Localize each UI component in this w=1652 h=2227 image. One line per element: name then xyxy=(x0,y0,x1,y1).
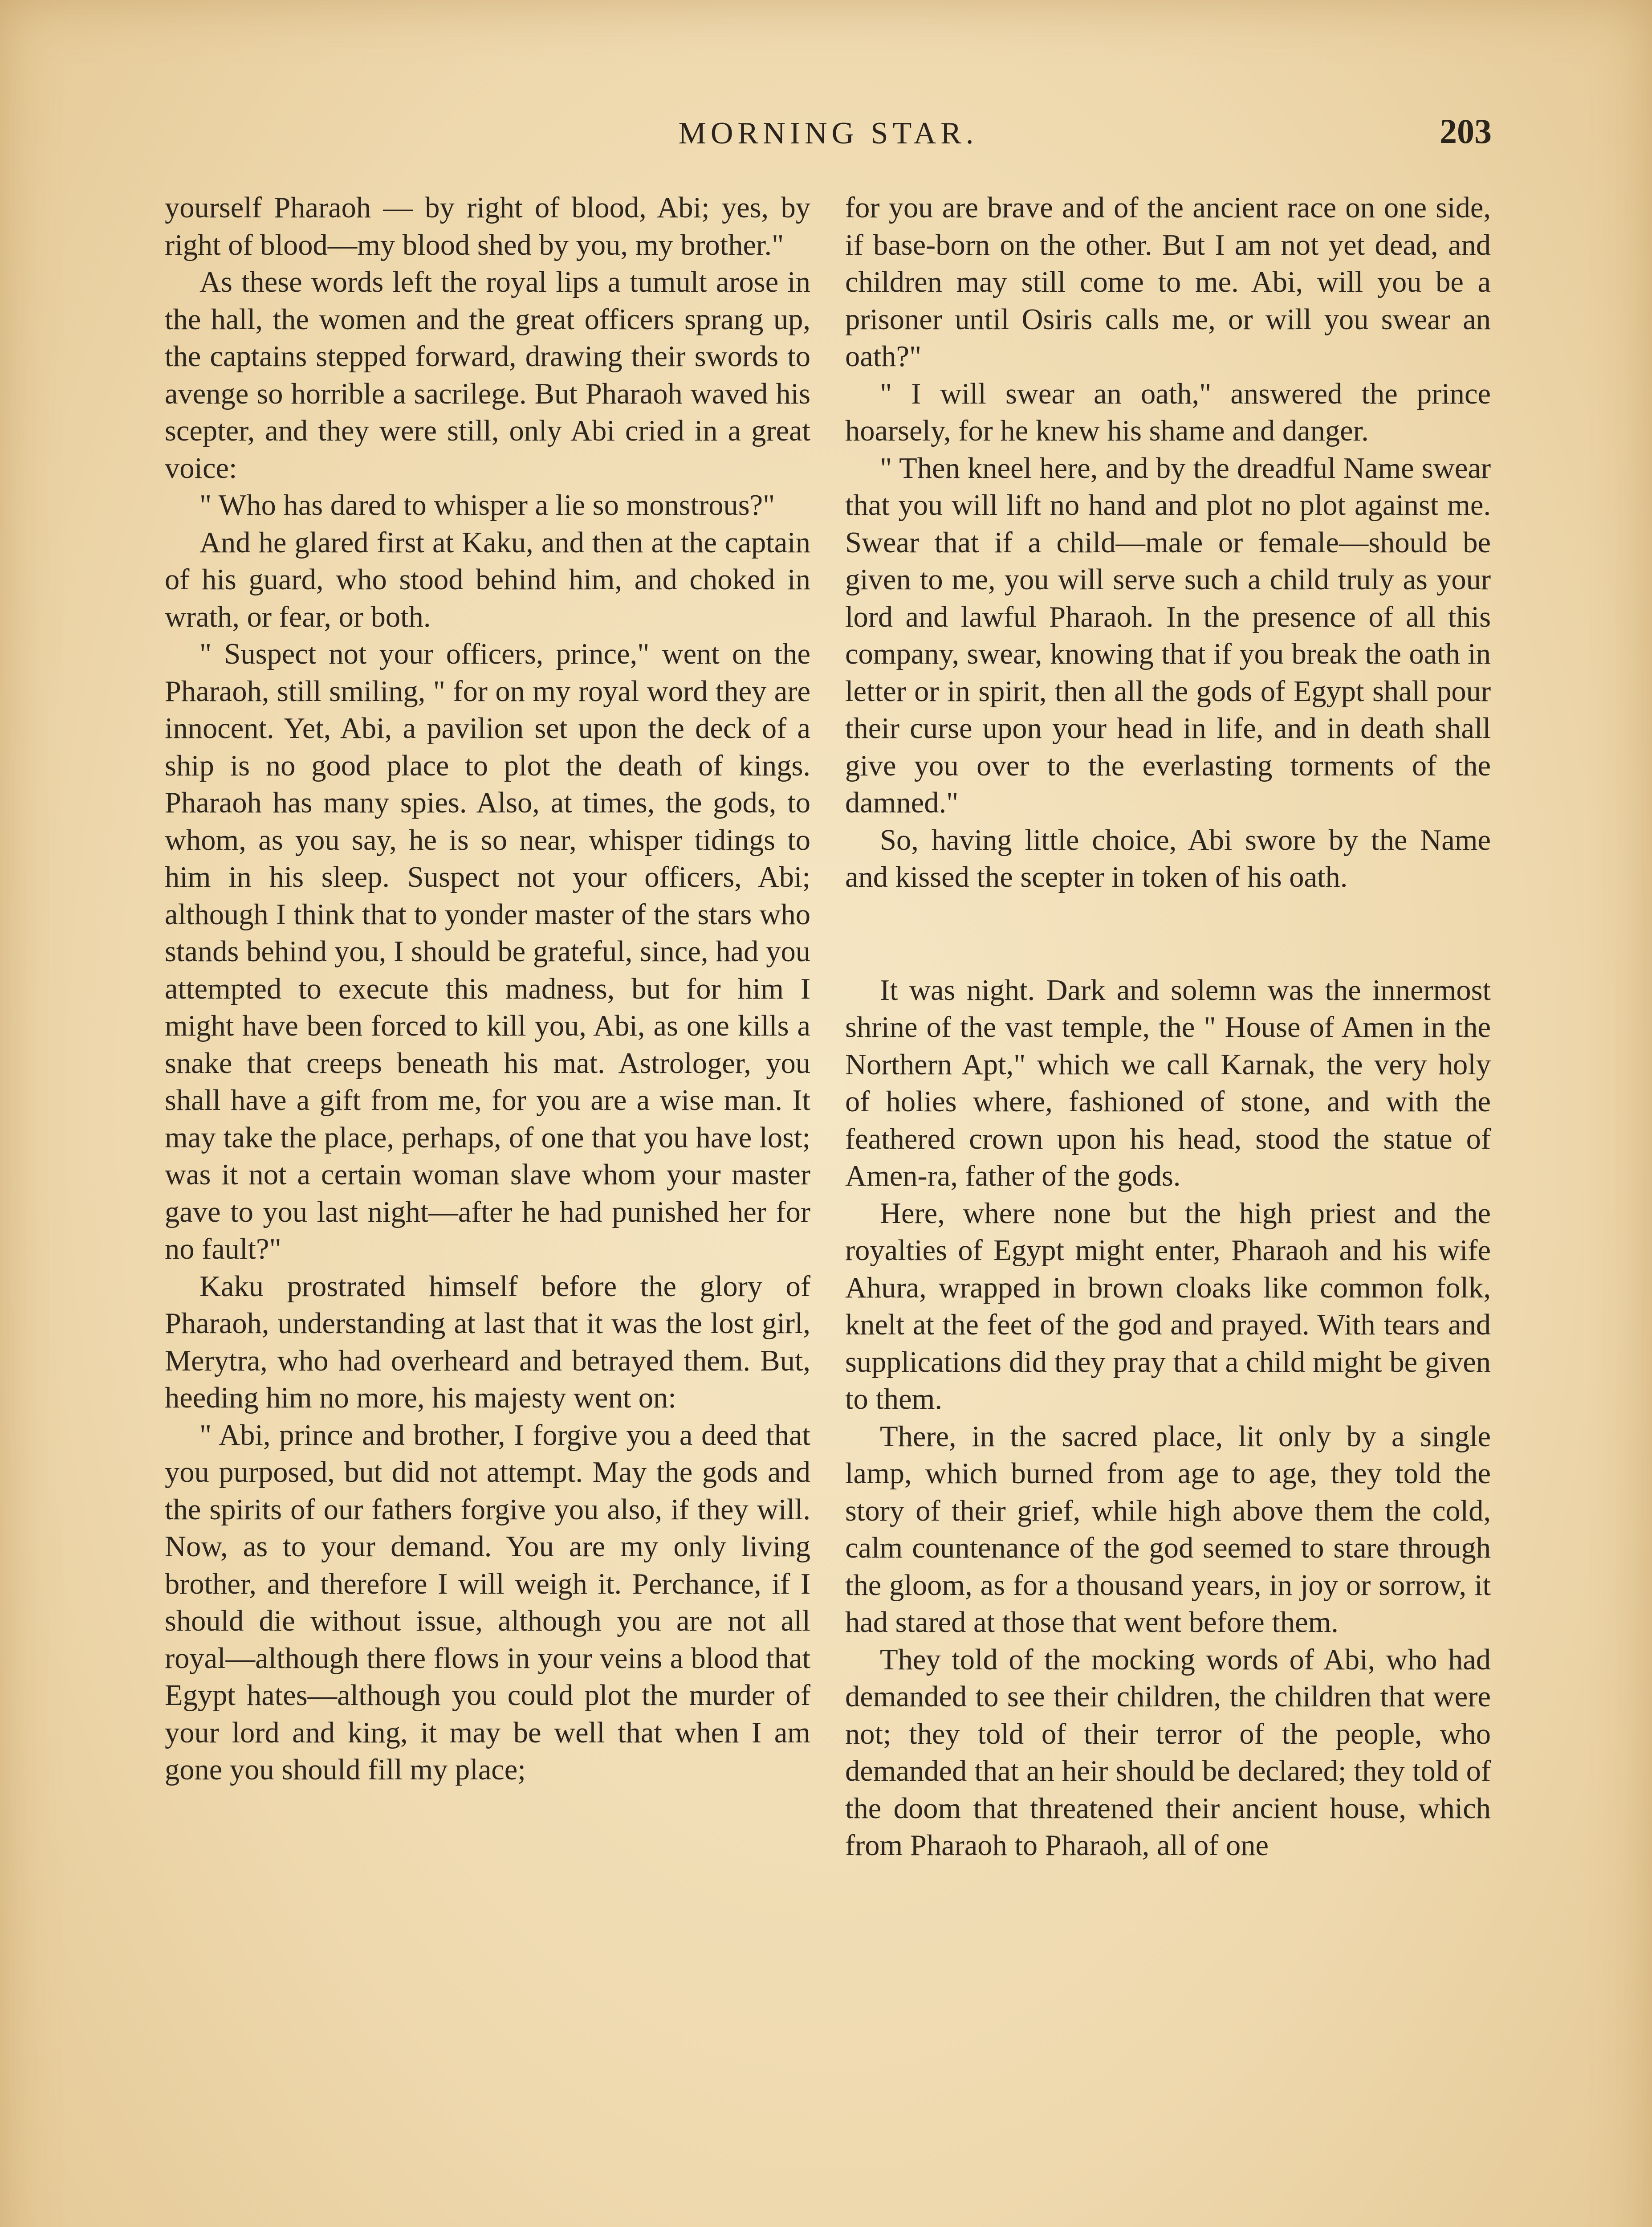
paragraph: They told of the mocking words of Abi, who had demanded to see their children, the children that were not; they told of their terror of the people, who demanded that an heir should be declared; they told of the doom that threatened their ancient house, which from Pharaoh to Pharaoh, all of one xyxy=(845,1643,1491,1862)
right-column xyxy=(845,189,1491,1864)
paragraph: " Suspect not your officers, prince," went on the Pharaoh, still smiling, " for on my royal word they are innocent. Yet, Abi, a pavilion set upon the deck of a ship is no good place to plot the death of kings. Pharaoh has many spies. Also, at times, the gods, to whom, as you say, he is so near, whisper tidings to him in his sleep. Suspect not your officers, Abi; although I think that to yonder master of the stars who stands behind you, I should be grateful, since, had you attempted to execute this madness, but for him I might have been forced to kill you, Abi, as one kills a snake that creeps beneath his mat. Astrologer, you shall have a gift from me, for you are a wise man. It may take the place, perhaps, of one that you have lost; was it not a certain woman slave whom your master gave to you last night—after he had punished her for no fault?" xyxy=(165,638,810,1265)
paragraph: There, in the sacred place, lit only by a single lamp, which burned from age to age, they told the story of their grief, while high above them the cold, calm countenance of the god seemed to stare through the gloom, as for a thousand years, in joy or sorrow, it had stared at those that went before them. xyxy=(845,1420,1491,1639)
paragraph: So, having little choice, Abi swore by the Name and kissed the scepter in token of his oath. xyxy=(845,824,1491,893)
page-number: 203 xyxy=(1440,112,1492,151)
running-head xyxy=(165,111,1492,160)
paragraph: Here, where none but the high priest and the royalties of Egypt might enter, Pharaoh and his wife Ahura, wrapped in brown cloaks like common folk, knelt at the feet of the god and prayed. With tears and supplications did they pray that a child might be given to them. xyxy=(845,1197,1491,1415)
paragraph: " Then kneel here, and by the dreadful Name swear that you will lift no hand and plot no plot against me. Swear that if a child—male or female—should be given to me, you will serve such a child truly as your lord and lawful Pharaoh. In the presence of all this company, swear, knowing that if you break the oath in letter or in spirit, then all the gods of Egypt shall pour their curse upon your head in life, and in death shall give you over to the everlasting torments of the damned." xyxy=(845,452,1491,819)
paragraph: " Who has dared to whisper a lie so monstrous?" xyxy=(199,489,775,522)
section-break xyxy=(845,896,1491,972)
paragraph: As these words left the royal lips a tumult arose in the hall, the women and the great officers sprang up, the captains stepped forward, drawing their swords to avenge so horrible a sacrilege. But Pharaoh waved his scepter, and they were still, only Abi cried in a great voice: xyxy=(165,266,810,485)
left-column xyxy=(165,189,810,1789)
paragraph: for you are brave and of the ancient race on one side, if base-born on the other. But I am not yet dead, and children may still come to me. Abi, will you be a prisoner until Osiris calls me, or will you swear an oath?" xyxy=(845,192,1491,373)
paragraph: yourself Pharaoh — by right of blood, Abi; yes, by right of blood—my blood shed by you, my brother." xyxy=(165,192,810,261)
paragraph: Kaku prostrated himself before the glory of Pharaoh, understanding at last that it was the lost girl, Merytra, who had overheard and betrayed them. But, heeding him no more, his majesty went on: xyxy=(165,1270,810,1414)
running-title: MORNING STAR. xyxy=(678,116,978,151)
paragraph: " Abi, prince and brother, I forgive you a deed that you purposed, but did not attempt. May the gods and the spirits of our fathers forgive you also, if they will. Now, as to your demand. You are my only living brother, and therefore I will weigh it. Perchance, if I should die without issue, although you are not all royal—although there flows in your veins a blood that Egypt hates—although you could plot the murder of your lord and king, it may be well that when I am gone you should fill my place; xyxy=(165,1419,810,1786)
paragraph: It was night. Dark and solemn was the innermost shrine of the vast temple, the " House of Amen in the Northern Apt," which we call Karnak, the very holy of holies where, fashioned of stone, and with the feathered crown upon his head, stood the statue of Amen-ra, father of the gods. xyxy=(845,974,1491,1192)
paragraph: " I will swear an oath," answered the prince hoarsely, for he knew his shame and danger. xyxy=(845,377,1491,447)
paragraph: And he glared first at Kaku, and then at the captain of his guard, who stood behind him, and choked in wrath, or fear, or both. xyxy=(165,526,810,633)
